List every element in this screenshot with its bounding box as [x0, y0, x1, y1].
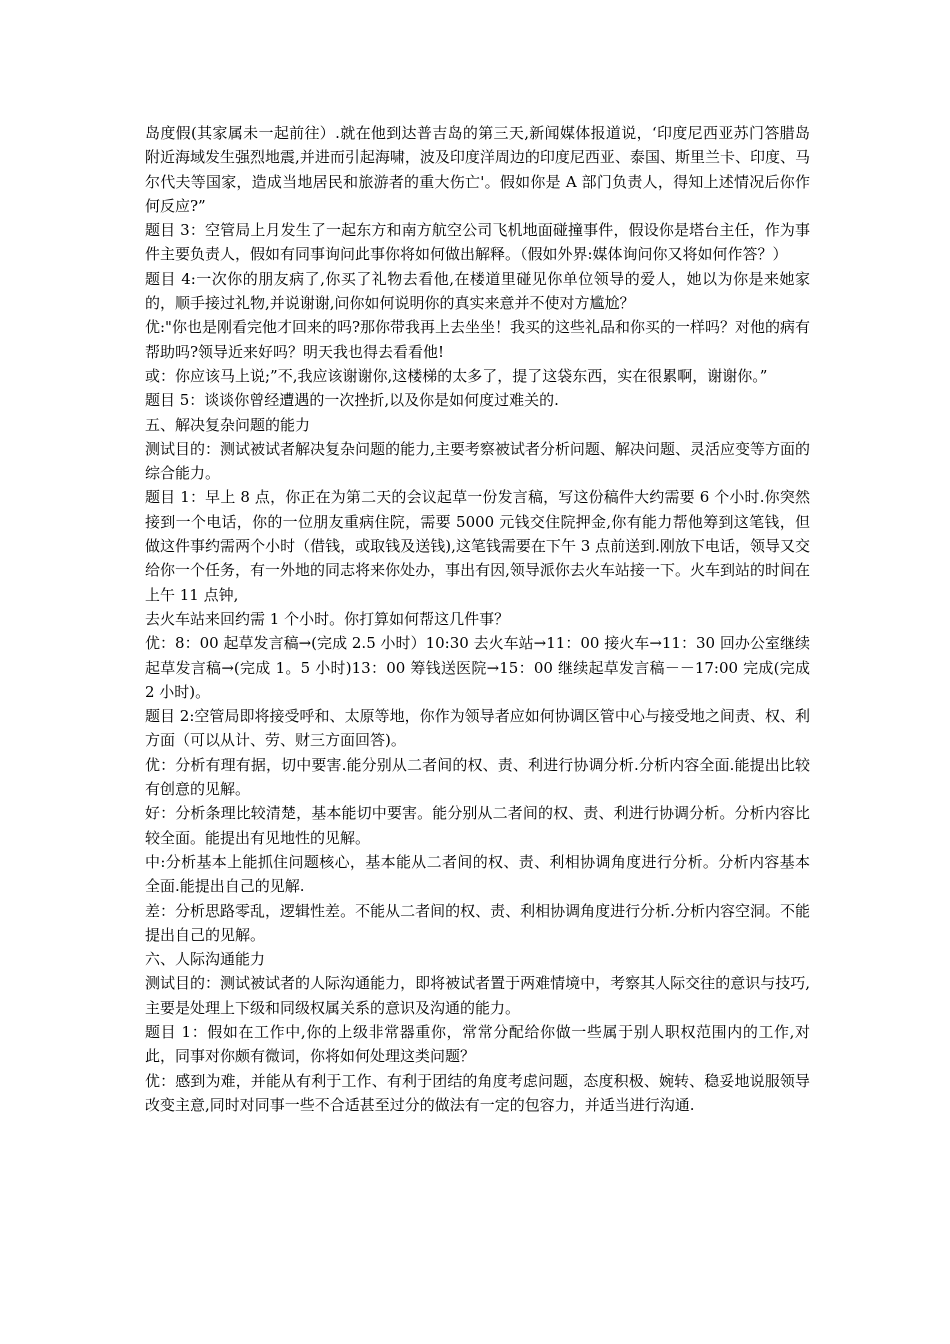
question-1-continued: 去火车站来回约需 1 个小时。你打算如何帮这几件事？ — [145, 609, 510, 628]
test-purpose: 测试目的：测试被试者的人际沟通能力，即将被试者置于两难情境中，考察其人际交往的意识与技巧,主要是处理上下级和同级权属关系的意识及沟通的能力。 — [145, 974, 810, 1017]
paragraph-intro-continuation: 岛度假(其家属未一起前往）.就在他到达普吉岛的第三天,新闻媒体报道说，‘印度尼西亚苏门答腊岛附近海域发生强烈地震,并进而引起海啸，波及印度洋周边的印度尼西亚、泰国、斯里兰卡、印度、马尔代夫等国家，造成当地居民和旅游者的重大伤亡'。假如你是 A 部门负责人，得知上述情况后你作何反应?” — [145, 124, 810, 215]
question-1: 题目 1：早上 8 点，你正在为第二天的会议起草一份发言稿，写这份稿件大约需要 6 个小时.你突然接到一个电话，你的一位朋友重病住院，需要 5000 元钱交住院押金,你有能力帮他筹到这笔钱，但做这件事约需两个小时（借钱，或取钱及送钱),这笔钱需要在下午 3 点前送到.刚放下电话，领导又交给你一个任务，有一外地的同志将来你处办，事出有因,领导派你去火车站接一下。火车到站的时间在上午 11 点钟, — [145, 488, 810, 604]
question-3: 题目 3：空管局上月发生了一起东方和南方航空公司飞机地面碰撞事件，假设你是塔台主任，作为事件主要负责人，假如有同事询问此事你将如何做出解释。（假如外界:媒体询问你又将如何作答？） — [145, 221, 810, 264]
question-2: 题目 2:空管局即将接受呼和、太原等地，你作为领导者应如何协调区管中心与接受地之间责、权、利方面（可以从计、劳、财三方面回答)。 — [145, 707, 810, 750]
answer-alternative: 或：你应该马上说;”不,我应该谢谢你,这楼梯的太多了，提了这袋东西，实在很累啊，谢谢你。” — [145, 366, 768, 385]
answer-excellent-schedule: 优：8：00 起草发言稿→(完成 2.5 小时）10:30 去火车站→11：00 接火车→11：30 回办公室继续起草发言稿→(完成 1。5 小时)13：00 筹钱送医院→15：00 继续起草发言稿－－17:00 完成(完成 2 小时)。 — [145, 634, 810, 701]
section-heading-complex-problems: 五、解决复杂问题的能力 — [145, 415, 311, 434]
test-purpose: 测试目的：测试被试者解决复杂问题的能力,主要考察被试者分析问题、解决问题、灵活应变等方面的综合能力。 — [145, 439, 810, 483]
question-1: 题目 1：假如在工作中,你的上级非常器重你，常常分配给你做一些属于别人职权范围内的工作,对此，同事对你颇有微词，你将如何处理这类问题？ — [145, 1022, 810, 1066]
section-heading-communication: 六、人际沟通能力 — [145, 950, 266, 969]
answer-poor: 差：分析思路零乱，逻辑性差。不能从二者间的权、责、利相协调角度进行分析.分析内容空洞。不能提出自己的见解。 — [145, 901, 810, 944]
answer-excellent: 优:"你也是刚看完他才回来的吗?那你带我再上去坐坐！我买的这些礼品和你买的一样吗？对他的病有帮助吗?领导近来好吗？明天我也得去看看他! — [145, 318, 810, 361]
document-page — [145, 121, 810, 1117]
answer-excellent: 优：感到为难，并能从有利于工作、有利于团结的角度考虑问题，态度积极、婉转、稳妥地说服领导改变主意,同时对同事一些不合适甚至过分的做法有一定的包容力，并适当进行沟通. — [145, 1071, 810, 1114]
answer-medium: 中:分析基本上能抓住问题核心，基本能从二者间的权、责、利相协调角度进行分析。分析内容基本全面.能提出自己的见解. — [145, 852, 810, 896]
answer-good: 好：分析条理比较清楚，基本能切中要害。能分别从二者间的权、责、利进行协调分析。分析内容比较全面。能提出有见地性的见解。 — [145, 804, 810, 847]
question-5: 题目 5：谈谈你曾经遭遇的一次挫折,以及你是如何度过难关的. — [145, 391, 559, 410]
answer-excellent: 优：分析有理有据，切中要害.能分别从二者间的权、责、利进行协调分析.分析内容全面.能提出比较有创意的见解。 — [145, 755, 810, 799]
question-4: 题目 4:一次你的朋友病了,你买了礼物去看他,在楼道里碰见你单位领导的爱人，她以为你是来她家的，顺手接过礼物,并说谢谢,问你如何说明你的真实来意并不使对方尴尬？ — [145, 269, 810, 313]
